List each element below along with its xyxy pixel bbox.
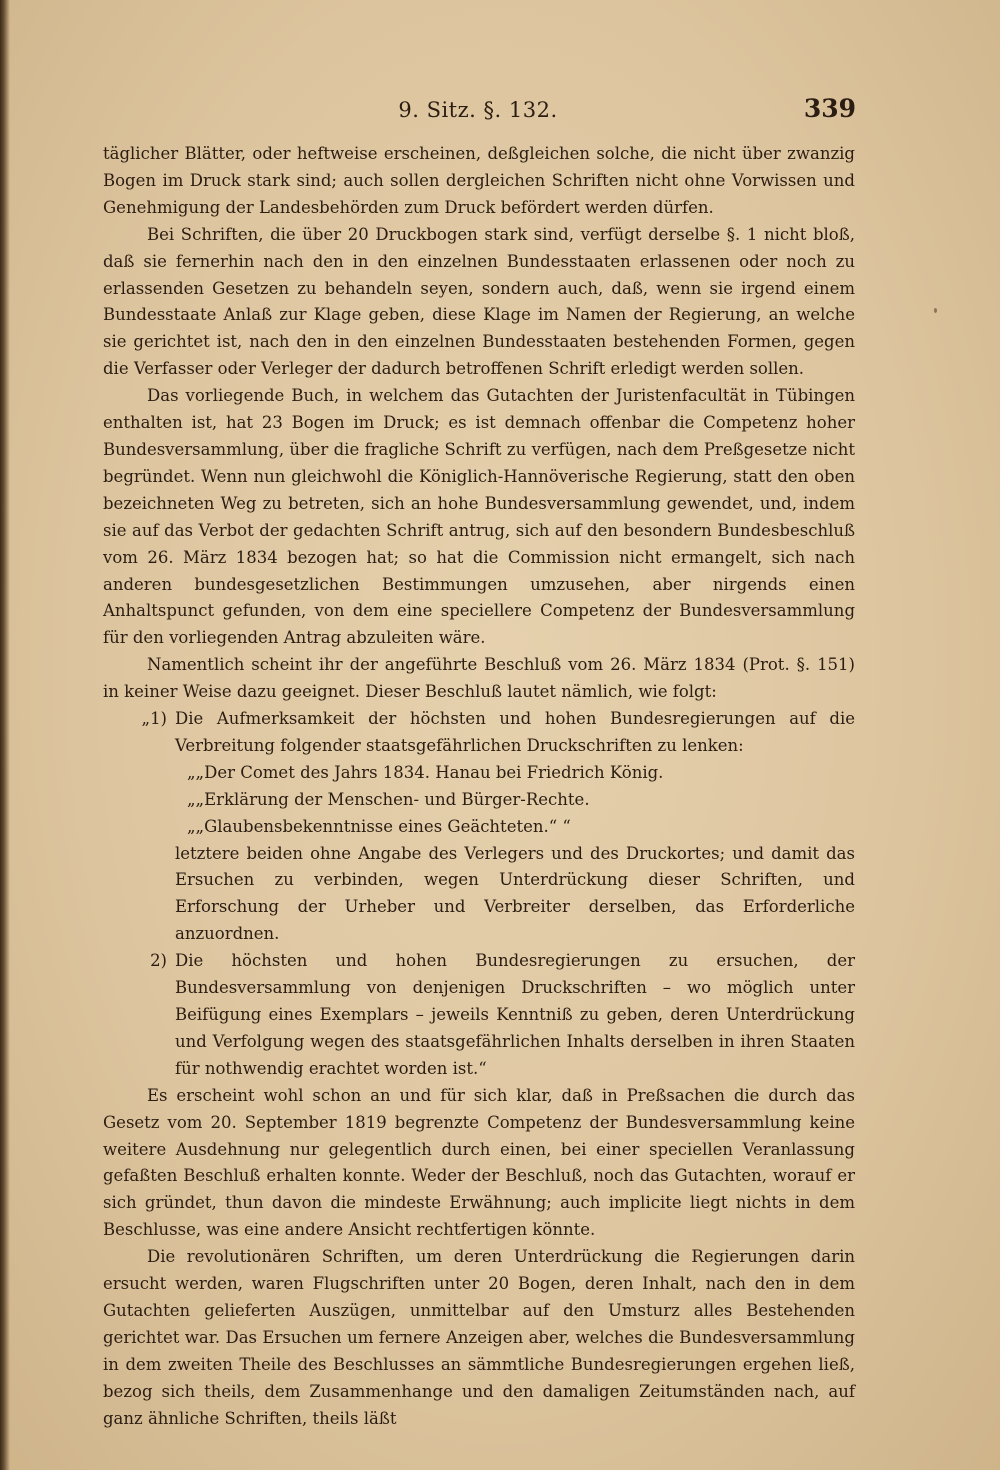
- list-number: „1): [141, 709, 167, 729]
- body-text: [103, 141, 855, 1433]
- quoted-title: „„Der Comet des Jahrs 1834. Hanau bei Friedrich König.: [187, 762, 664, 782]
- quoted-title: „„Glaubensbekenntnisse eines Geächteten.“ “: [187, 816, 571, 836]
- list-item-2: [103, 948, 855, 1083]
- quoted-title: „„Erklärung der Menschen- und Bürger-Rechte.: [187, 789, 590, 809]
- list-item-text: Die Aufmerksamkeit der höchsten und hohen Bundesregierungen auf die Verbreitung folgender staatsgefährlichen Druckschriften zu lenken:: [175, 709, 855, 755]
- running-head: [100, 94, 856, 128]
- paragraph: Namentlich scheint ihr der angeführte Beschluß vom 26. März 1834 (Prot. §. 151) in keiner Weise dazu geeignet. Dieser Beschluß lautet nämlich, wie folgt:: [103, 655, 855, 702]
- paragraph: Das vorliegende Buch, in welchem das Gutachten der Juristenfacultät in Tübingen enthalten ist, hat 23 Bogen im Druck; es ist demnach offenbar die Competenz hoher Bundesversammlung, über die fragliche Schrift zu verfügen, nach dem Preßgesetze nicht begründet. Wenn nun gleichwohl die Königlich-Hannöverische Regierung, statt den oben bezeichneten Weg zu betreten, sich an hohe Bundesversammlung gewendet, und, indem sie auf das Verbot der gedachten Schrift antrug, sich auf den besondern Bundesbeschluß vom 26. März 1834 bezogen hat; so hat die Commission nicht ermangelt, sich nach anderen bundesgesetzlichen Bestimmungen umzusehen, aber nirgends einen Anhaltspunct gefunden, von dem eine speciellere Competenz der Bundesversammlung für den vorliegenden Antrag abzuleiten wäre.: [103, 386, 855, 648]
- list-item-continuation: letztere beiden ohne Angabe des Verlegers und des Druckortes; und damit das Ersuchen zu verbinden, wegen Unterdrückung dieser Schriften, und Erforschung der Urheber und Verbreiter derselben, das Erforderliche anzuordnen.: [175, 843, 855, 944]
- quoted-titles: [175, 760, 855, 841]
- list-number: 2): [150, 951, 167, 971]
- paragraph: Es erscheint wohl schon an und für sich klar, daß in Preßsachen die durch das Gesetz vom 20. September 1819 begrenzte Competenz der Bundesversammlung keine weitere Ausdehnung nur gelegentlich durch einen, bei einer speciellen Veranlassung gefaßten Beschluß erhalten konnte. Weder der Beschluß, noch das Gutachten, worauf er sich gründet, thun davon die mindeste Erwähnung; auch implicite liegt nichts in dem Beschlusse, was eine andere Ansicht rechtfertigen könnte.: [103, 1085, 855, 1240]
- binding-shadow: [0, 0, 10, 1470]
- list-item-body: [175, 706, 855, 948]
- list-item-text: Die höchsten und hohen Bundesregierungen zu ersuchen, der Bundesversammlung von denjenigen Druckschriften – wo möglich unter Beifügung eines Exemplars – jeweils Kenntniß zu geben, deren Unterdrückung und Verfolgung wegen des staatsgefährlichen Inhalts derselben in ihren Staaten für nothwendig erachtet worden ist.“: [175, 951, 855, 1078]
- paragraph-continued: täglicher Blätter, oder heftweise erscheinen, deßgleichen solche, die nicht über zwanzig Bogen im Druck stark sind; auch sollen dergleichen Schriften nicht ohne Vorwissen und Genehmigung der Landesbehörden zum Druck befördert werden dürfen.: [103, 144, 855, 217]
- paragraph: Bei Schriften, die über 20 Druckbogen stark sind, verfügt derselbe §. 1 nicht bloß, daß sie fernerhin nach den in den einzelnen Bundesstaaten erlassenen oder noch zu erlassenden Gesetzen zu behandeln seyen, sondern auch, daß, wenn sie irgend einem Bundesstaate Anlaß zur Klage geben, diese Klage im Namen der Regierung, an welche sie gerichtet ist, nach den in den einzelnen Bundesstaaten bestehenden Formen, gegen die Verfasser oder Verleger der dadurch betroffenen Schrift erledigt werden sollen.: [103, 224, 855, 379]
- list-item-1: [103, 706, 855, 948]
- page-number: 339: [803, 94, 856, 123]
- running-head-title: 9. Sitz. §. 132.: [398, 98, 558, 122]
- paragraph: Die revolutionären Schriften, um deren Unterdrückung die Regierungen darin ersucht werden, waren Flugschriften unter 20 Bogen, deren Inhalt, nach den in dem Gutachten gelieferten Auszügen, unmittelbar auf den Umsturz alles Bestehenden gerichtet war. Das Ersuchen um fernere Anzeigen aber, welches die Bundesversammlung in dem zweiten Theile des Beschlusses an sämmtliche Bundesregierungen ergehen ließ, bezog sich theils, dem Zusammenhange und den damaligen Zeitumständen nach, auf ganz ähnliche Schriften, theils läßt: [103, 1247, 855, 1428]
- paper-speck: [934, 308, 937, 313]
